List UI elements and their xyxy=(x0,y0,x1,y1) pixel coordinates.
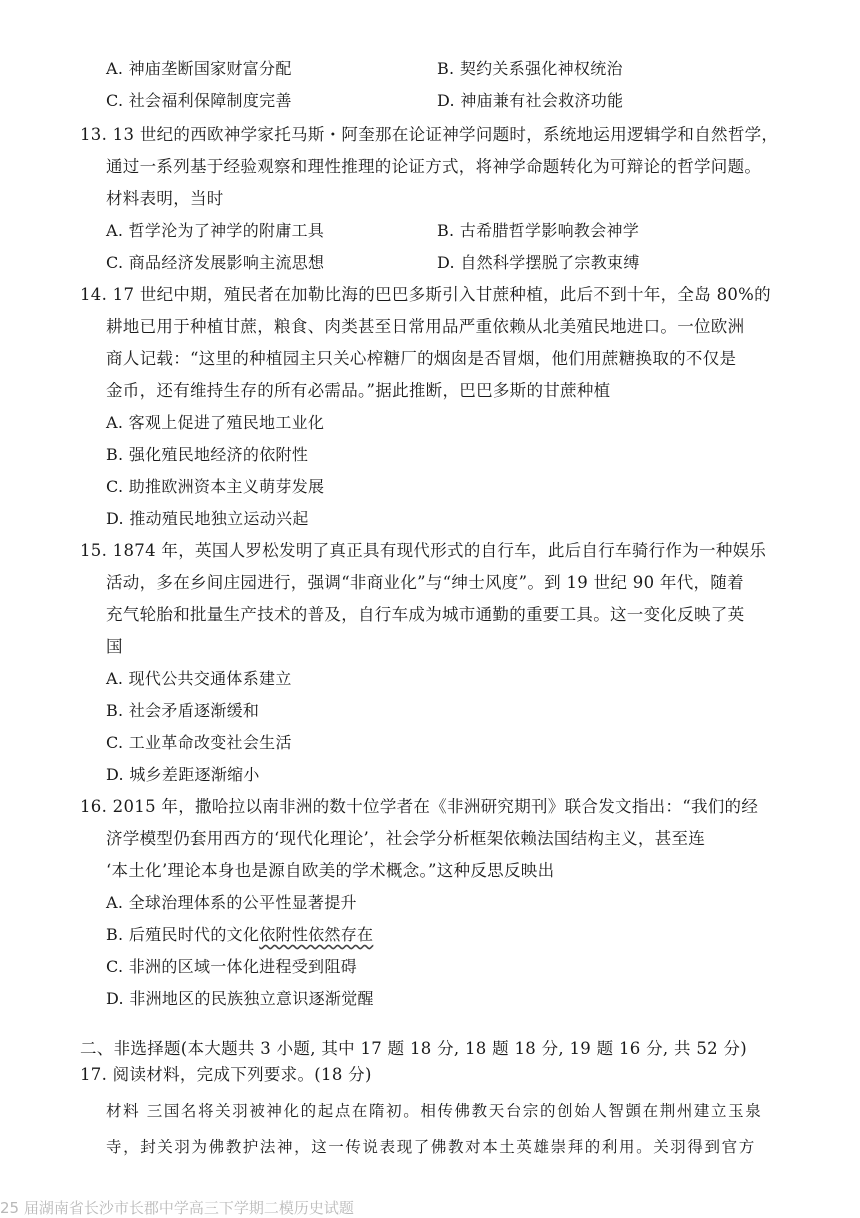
q17-material-line2: 寺，封关羽为佛教护法神，这一传说表现了佛教对本土英雄崇拜的利用。关羽得到官方 xyxy=(106,1138,756,1156)
q14-option-d: D. 推动殖民地独立运动兴起 xyxy=(106,509,309,528)
footer-exam-title: 25 届湖南省长沙市长郡中学高三下学期二模历史试题 xyxy=(0,1199,354,1217)
q13-stem-line1: 13. 13 世纪的西欧神学家托马斯・阿奎那在论证神学问题时，系统地运用逻辑学和自然哲学， xyxy=(80,125,779,144)
q15-stem-line3: 充气轮胎和批量生产技术的普及，自行车成为城市通勤的重要工具。这一变化反映了英 xyxy=(106,605,745,624)
q16-option-c: C. 非洲的区域一体化进程受到阻碍 xyxy=(106,957,357,976)
q14-option-b: B. 强化殖民地经济的依附性 xyxy=(106,445,309,464)
q15-option-a: A. 现代公共交通体系建立 xyxy=(106,669,292,688)
q14-stem-line3: 商人记载：“这里的种植园主只关心榨糖厂的烟囱是否冒烟，他们用蔗糖换取的不仅是 xyxy=(106,349,737,368)
q15-option-d: D. 城乡差距逐渐缩小 xyxy=(106,765,260,784)
q13-option-b: B. 古希腊哲学影响教会神学 xyxy=(437,221,640,240)
q13-stem-line3: 材料表明，当时 xyxy=(106,189,224,208)
q14-stem-line2: 耕地已用于种植甘蔗，粮食、肉类甚至日常用品严重依赖从北美殖民地进口。一位欧洲 xyxy=(106,317,745,336)
q12-option-d: D. 神庙兼有社会救济功能 xyxy=(437,91,624,110)
q12-option-a: A. 神庙垄断国家财富分配 xyxy=(106,59,292,78)
q12-option-b: B. 契约关系强化神权统治 xyxy=(437,59,623,78)
q15-stem-line4: 国 xyxy=(106,637,123,656)
q12-option-c: C. 社会福利保障制度完善 xyxy=(106,91,292,110)
q15-option-b: B. 社会矛盾逐渐缓和 xyxy=(106,701,260,720)
q14-stem-line1: 14. 17 世纪中期，殖民者在加勒比海的巴巴多斯引入甘蔗种植，此后不到十年，全岛 80%的 xyxy=(80,285,771,304)
q16-option-b-text: B. 后殖民时代的文化 xyxy=(106,925,260,944)
q13-option-d: D. 自然科学摆脱了宗教束缚 xyxy=(437,253,640,272)
q16-stem-line2: 济学模型仍套用西方的‘现代化理论’，社会学分析框架依赖法国结构主义，甚至连 xyxy=(106,829,706,848)
q16-option-b-underlined-text: 依附性依然存在 xyxy=(259,925,374,944)
q14-option-a: A. 客观上促进了殖民地工业化 xyxy=(106,413,325,432)
q16-stem-line3: ‘本土化’理论本身也是源自欧美的学术概念。”这种反思反映出 xyxy=(106,861,555,880)
q14-option-c: C. 助推欧洲资本主义萌芽发展 xyxy=(106,477,325,496)
q17-material-line1: 材料 三国名将关羽被神化的起点在隋初。相传佛教天台宗的创始人智顗在荆州建立玉泉 xyxy=(106,1102,763,1120)
q13-option-c: C. 商品经济发展影响主流思想 xyxy=(106,253,325,272)
section-heading: 二、非选择题(本大题共 3 小题, 其中 17 题 18 分, 18 题 18 分, 19 题 16 分, 共 52 分) xyxy=(80,1039,748,1058)
q17-stem: 17. 阅读材料，完成下列要求。(18 分) xyxy=(80,1065,372,1084)
q16-option-d: D. 非洲地区的民族独立意识逐渐觉醒 xyxy=(106,989,374,1008)
q15-stem-line2: 活动，多在乡间庄园进行，强调“非商业化”与“绅士风度”。到 19 世纪 90 年代，随着 xyxy=(106,573,744,592)
q15-option-c: C. 工业革命改变社会生活 xyxy=(106,733,292,752)
q15-stem-line1: 15. 1874 年，英国人罗松发明了真正具有现代形式的自行车，此后自行车骑行作为一种娱乐 xyxy=(80,541,767,560)
q16-stem-line1: 16. 2015 年，撒哈拉以南非洲的数十位学者在《非洲研究期刊》联合发文指出：“我们的经 xyxy=(80,797,759,816)
q16-option-b xyxy=(106,924,373,946)
q14-stem-line4: 金币，还有维持生存的所有必需品。”据此推断，巴巴多斯的甘蔗种植 xyxy=(106,381,611,400)
q13-option-a: A. 哲学沦为了神学的附庸工具 xyxy=(106,221,325,240)
q16-option-a: A. 全球治理体系的公平性显著提升 xyxy=(106,893,357,912)
q13-stem-line2: 通过一系列基于经验观察和理性推理的论证方式，将神学命题转化为可辩论的哲学问题。 xyxy=(106,157,762,176)
